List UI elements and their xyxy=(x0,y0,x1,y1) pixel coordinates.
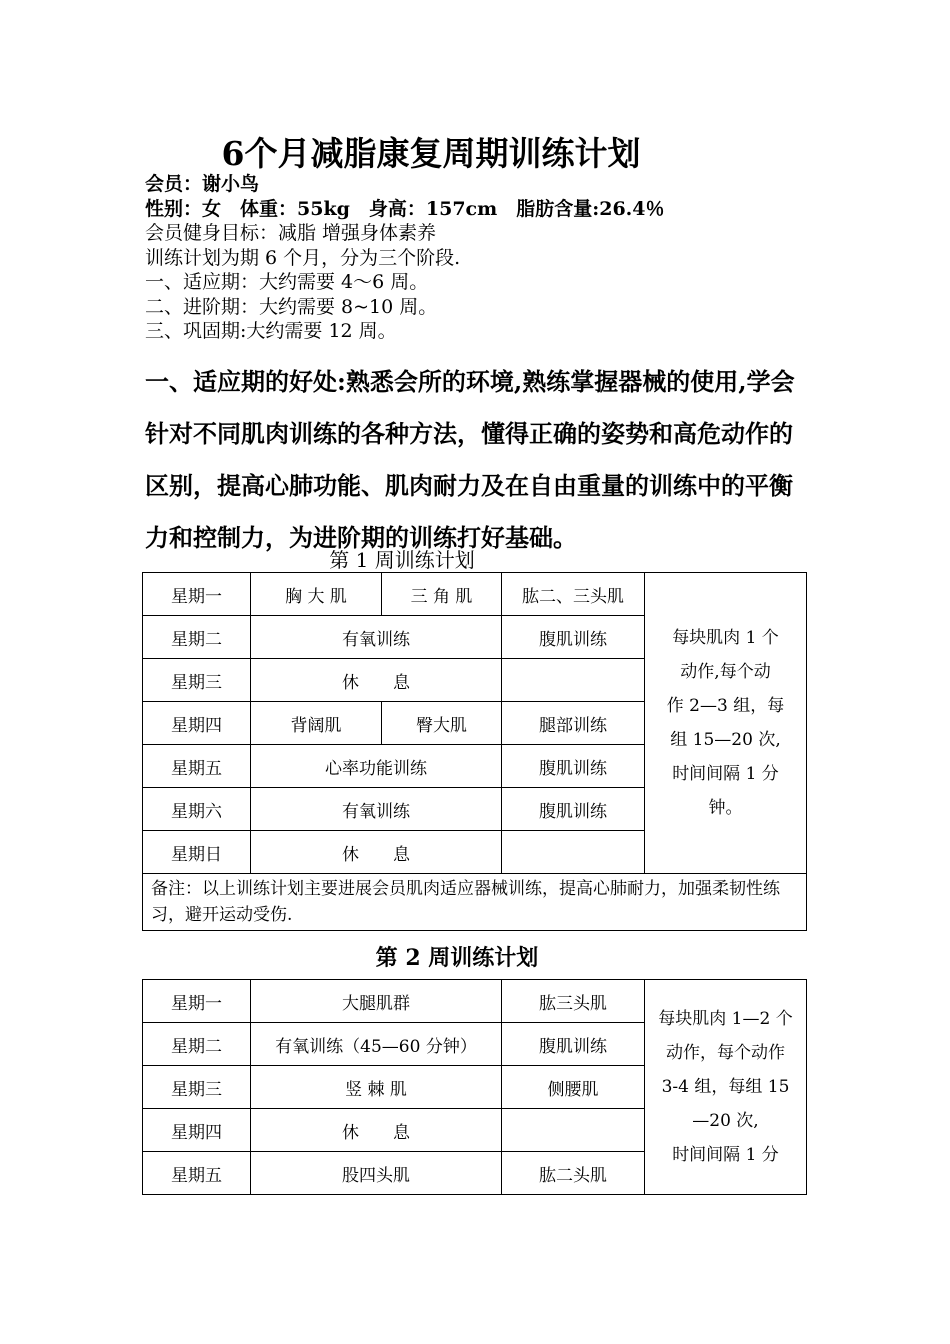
day-cell: 星期一 xyxy=(143,573,251,616)
note-line: 动作，每个动作 xyxy=(666,1043,785,1063)
exercise-cell: 臀大肌 xyxy=(382,702,502,745)
week2-note-cell xyxy=(645,980,807,1195)
day-cell: 星期二 xyxy=(143,616,251,659)
week1-plan-table xyxy=(142,572,807,931)
adaptation-benefit-paragraph: 一、适应期的好处:熟悉会所的环境,熟练掌握器械的使用,学会针对不同肌肉训练的各种方法，懂得正确的姿势和高危动作的区别，提高心肺功能、肌肉耐力及在自由重量的训练中的平衡力和控制力，为进阶期的训练打好基础。 xyxy=(145,367,795,552)
day-cell: 星期三 xyxy=(143,659,251,702)
day-cell: 星期四 xyxy=(143,1109,251,1152)
table-row xyxy=(143,573,807,616)
exercise-cell: 竖 棘 肌 xyxy=(251,1066,502,1109)
exercise-cell: 腹肌训练 xyxy=(502,616,645,659)
exercise-cell: 休 息 xyxy=(251,831,502,874)
member-stats: 性别：女 体重：55kg 身高：157cm 脂肪含量:26.4％ xyxy=(145,197,665,220)
phase-2: 二、进阶期：大约需要 8~10 周。 xyxy=(145,295,438,318)
exercise-cell: 肱二、三头肌 xyxy=(502,573,645,616)
exercise-cell xyxy=(502,1109,645,1152)
note-line: 每块肌肉 1—2 个 xyxy=(658,1009,793,1029)
exercise-cell: 腹肌训练 xyxy=(502,745,645,788)
exercise-cell: 背阔肌 xyxy=(251,702,382,745)
phase-3: 三、巩固期:大约需要 12 周。 xyxy=(145,320,397,342)
exercise-cell: 肱三头肌 xyxy=(502,980,645,1023)
week1-note-cell xyxy=(645,573,807,874)
exercise-cell: 大腿肌群 xyxy=(251,980,502,1023)
week1-title: 第 1 周训练计划 xyxy=(329,548,475,572)
exercise-cell: 三 角 肌 xyxy=(382,573,502,616)
document-title: 6个月减脂康复周期训练计划 xyxy=(221,134,641,173)
exercise-cell: 腿部训练 xyxy=(502,702,645,745)
exercise-cell: 有氧训练（45—60 分钟） xyxy=(251,1023,502,1066)
exercise-cell: 心率功能训练 xyxy=(251,745,502,788)
week2-plan-table xyxy=(142,979,807,1195)
plan-duration: 训练计划为期 6 个月，分为三个阶段. xyxy=(145,246,461,269)
note-line: 动作,每个动 xyxy=(680,662,771,682)
exercise-cell: 腹肌训练 xyxy=(502,788,645,831)
member-goal: 会员健身目标：减脂 增强身体素养 xyxy=(145,222,437,244)
exercise-cell: 有氧训练 xyxy=(251,616,502,659)
member-name: 会员：谢小鸟 xyxy=(145,173,260,195)
day-cell: 星期一 xyxy=(143,980,251,1023)
phase-1: 一、适应期：大约需要 4～6 周。 xyxy=(145,271,429,293)
exercise-cell: 腹肌训练 xyxy=(502,1023,645,1066)
remark-row xyxy=(143,874,807,931)
day-cell: 星期五 xyxy=(143,1152,251,1195)
week2-title: 第 2 周训练计划 xyxy=(375,945,539,971)
note-line: 时间间隔 1 分 xyxy=(672,764,779,784)
day-cell: 星期五 xyxy=(143,745,251,788)
exercise-cell: 休 息 xyxy=(251,1109,502,1152)
exercise-cell: 胸 大 肌 xyxy=(251,573,382,616)
exercise-cell: 侧腰肌 xyxy=(502,1066,645,1109)
note-line: 作 2—3 组，每 xyxy=(666,696,785,716)
note-line: —20 次, xyxy=(692,1111,759,1131)
table-row xyxy=(143,980,807,1023)
exercise-cell: 肱二头肌 xyxy=(502,1152,645,1195)
exercise-cell xyxy=(502,659,645,702)
day-cell: 星期二 xyxy=(143,1023,251,1066)
note-line: 每块肌肉 1 个 xyxy=(672,628,779,648)
note-line: 组 15—20 次, xyxy=(670,730,781,750)
exercise-cell: 有氧训练 xyxy=(251,788,502,831)
exercise-cell xyxy=(502,831,645,874)
note-line: 3-4 组，每组 15 xyxy=(661,1077,790,1097)
day-cell: 星期日 xyxy=(143,831,251,874)
day-cell: 星期六 xyxy=(143,788,251,831)
day-cell: 星期三 xyxy=(143,1066,251,1109)
week1-remark: 备注：以上训练计划主要进展会员肌肉适应器械训练，提高心肺耐力，加强柔韧性练习，避开运动受伤. xyxy=(143,874,807,931)
exercise-cell: 休 息 xyxy=(251,659,502,702)
exercise-cell: 股四头肌 xyxy=(251,1152,502,1195)
note-line: 时间间隔 1 分 xyxy=(672,1145,779,1165)
note-line: 钟。 xyxy=(708,798,743,818)
member-info xyxy=(145,172,825,344)
day-cell: 星期四 xyxy=(143,702,251,745)
